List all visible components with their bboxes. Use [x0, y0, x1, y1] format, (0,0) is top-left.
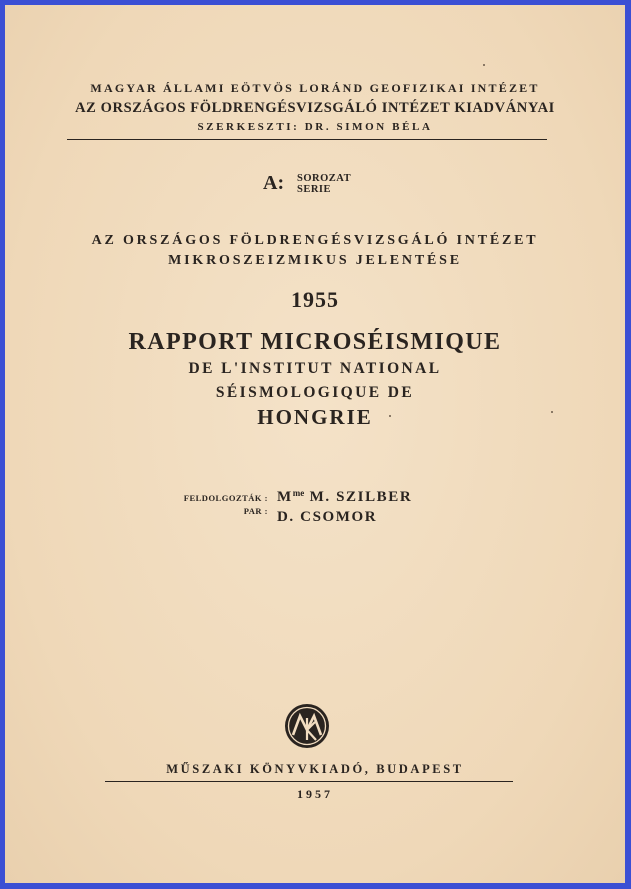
paper-speck	[551, 411, 553, 413]
author-2: D. CSOMOR	[277, 509, 378, 525]
institute-name: MAGYAR ÁLLAMI EÖTVÖS LORÁND GEOFIZIKAI INTÉZET	[90, 81, 540, 95]
author-1	[277, 488, 412, 506]
publication-year: 1957	[297, 787, 333, 801]
series-letter: A:	[263, 172, 285, 194]
authors-label-hu: FELDOLGOZTÁK :	[183, 493, 268, 503]
author-1-prefix: M	[277, 489, 293, 505]
author-1-name: M. SZILBER	[309, 489, 413, 505]
publication-series-title: AZ ORSZÁGOS FÖLDRENGÉSVIZSGÁLÓ INTÉZET KIADVÁNYAI	[75, 100, 555, 116]
authors-label-fr: PAR :	[243, 506, 268, 516]
series-label-hu: SOROZAT	[297, 173, 352, 184]
title-fr-line1: RAPPORT MICROSÉISMIQUE	[128, 329, 502, 355]
title-fr-line4: HONGRIE	[257, 405, 373, 429]
publisher-rule	[105, 781, 513, 782]
book-cover	[5, 5, 625, 883]
title-fr-line2: DE L'INSTITUT NATIONAL	[188, 360, 442, 377]
title-hu-line1: AZ ORSZÁGOS FÖLDRENGÉSVIZSGÁLÓ INTÉZET	[91, 233, 539, 248]
title-hu-line2: MIKROSZEIZMIKUS JELENTÉSE	[168, 253, 462, 268]
series-label-fr: SERIE	[297, 184, 332, 195]
editor-line: SZERKESZTI: DR. SIMON BÉLA	[197, 121, 433, 133]
publisher-logo-icon	[283, 702, 331, 750]
report-year: 1955	[291, 287, 339, 312]
author-1-sup: me	[292, 488, 305, 498]
title-fr-line3: SÉISMOLOGIQUE DE	[215, 384, 415, 401]
publisher-name: MŰSZAKI KÖNYVKIADÓ, BUDAPEST	[166, 762, 464, 776]
paper-speck	[483, 64, 485, 66]
header-rule	[67, 139, 547, 140]
paper-speck	[389, 415, 391, 417]
